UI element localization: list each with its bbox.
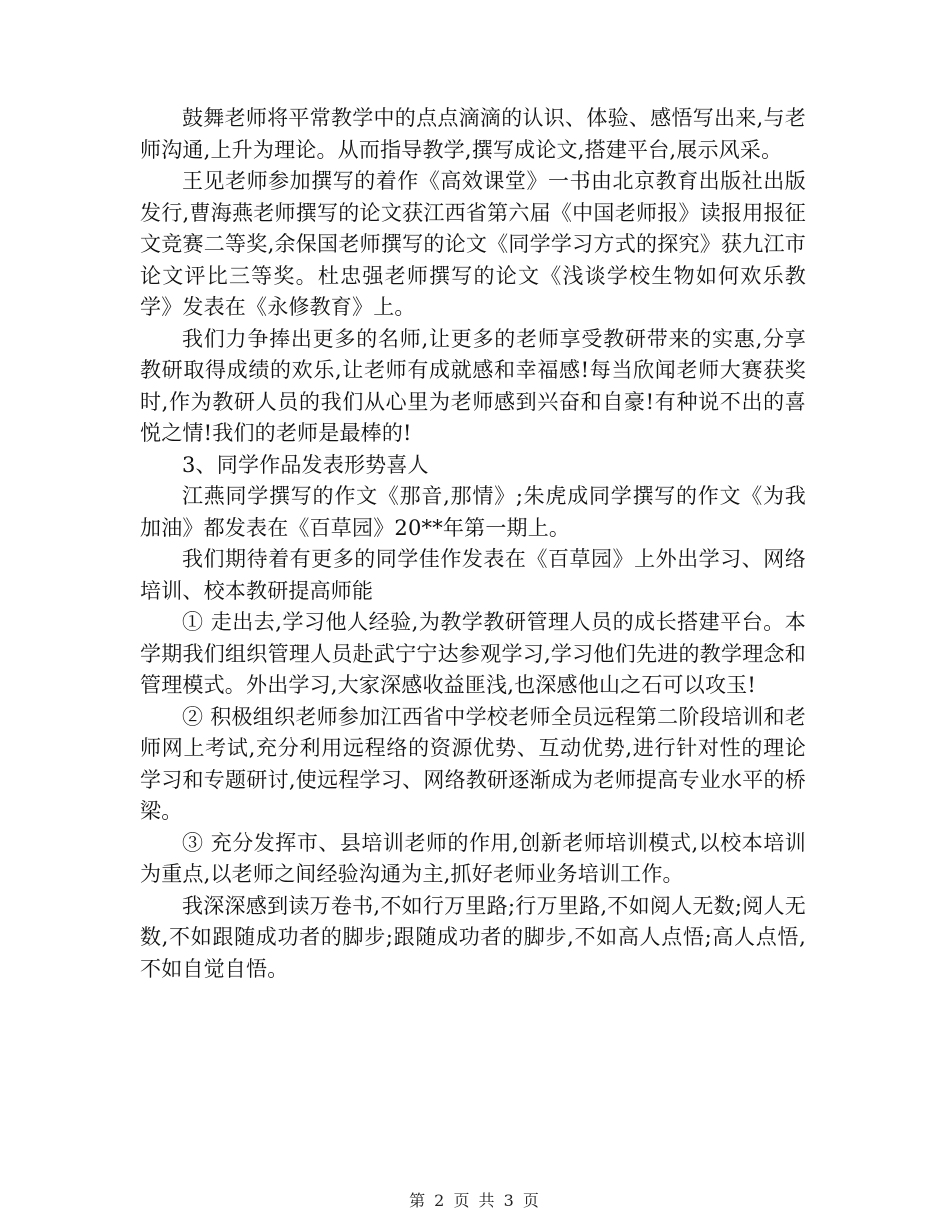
paragraph-encourage-writing: 鼓舞老师将平常教学中的点点滴滴的认识、体验、感悟写出来,与老师沟通,上升为理论。从而指导教学,撰写成论文,搭建平台,展示风采。: [140, 106, 806, 162]
paragraph-conclusion: 我深深感到读万卷书,不如行万里路;行万里路,不如阅人无数;阅人无数,不如跟随成功者的脚步;跟随成功者的脚步,不如高人点悟;高人点悟,不如自觉自悟。: [140, 893, 806, 981]
paragraph-famous-teachers: 我们力争捧出更多的名师,让更多的老师享受教研带来的实惠,分享教研取得成绩的欢乐,让老师有成就感和幸福感!每当欣闻老师大赛获奖时,作为教研人员的我们从心里为老师感到兴奋和自豪!有种说不出的喜悦之情!我们的老师是最棒的!: [140, 326, 806, 445]
list-item-school-training: ③ 充分发挥市、县培训老师的作用,创新老师培训模式,以校本培训为重点,以老师之间经验沟通为主,抓好老师业务培训工作。: [140, 830, 806, 886]
paragraph-teacher-publications: 王见老师参加撰写的着作《高效课堂》一书由北京教育出版社出版发行,曹海燕老师撰写的论文获江西省第六届《中国老师报》读报用报征文竞赛二等奖,余保国老师撰写的论文《同学学习方式的探究》获九江市论文评比三等奖。杜忠强老师撰写的论文《浅谈学校生物如何欢乐教学》发表在《永修教育》上。: [140, 169, 806, 319]
paragraph-student-essays: 江燕同学撰写的作文《那音,那情》;朱虎成同学撰写的作文《为我加油》都发表在《百草园》20**年第一期上。: [140, 484, 806, 540]
document-body: [140, 103, 806, 985]
page-number-footer: 第 2 页 共 3 页: [409, 1191, 541, 1210]
paragraph-training-intro: 我们期待着有更多的同学佳作发表在《百草园》上外出学习、网络培训、校本教研提高师能: [140, 547, 806, 603]
list-item-go-out-learning: ① 走出去,学习他人经验,为教学教研管理人员的成长搭建平台。本学期我们组织管理人员赴武宁宁达参观学习,学习他们先进的教学理念和管理模式。外出学习,大家深感收益匪浅,也深感他山之石可以攻玉!: [140, 610, 806, 697]
list-item-remote-training: ② 积极组织老师参加江西省中学校老师全员远程第二阶段培训和老师网上考试,充分利用远程络的资源优势、互动优势,进行针对性的理论学习和专题研讨,使远程学习、网络教研逐渐成为老师提高专业水平的桥梁。: [140, 704, 806, 823]
section-heading-student-works: 3、同学作品发表形势喜人: [182, 452, 429, 477]
